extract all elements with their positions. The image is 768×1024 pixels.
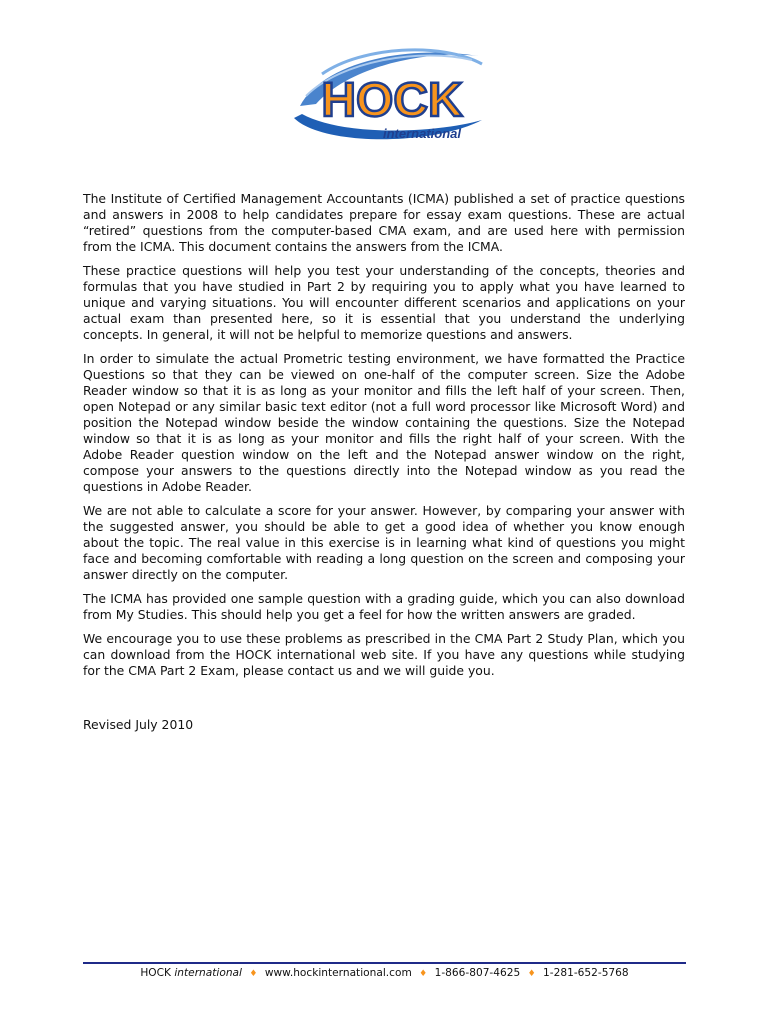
paragraph-environment: In order to simulate the actual Prometric testing environment, we have formatted the Practice Questions so that they can be viewed on one-half of the computer screen. Size the Adobe Reader window so that it is as long as your monitor and fills the left half of your screen. Then, open Notepad or any similar basic text editor (not a full word processor like Microsoft Word) and position the Notepad window beside the window containing the questions. Size the Notepad window so that it is as long as your monitor and fills the right half of your screen. With the Adobe Reader question window on the left and the Notepad answer window on the right, compose your answers to the questions directly into the Notepad window as you read the questions in Adobe Reader.	[83, 351, 685, 494]
footer-separator-icon: ♦	[527, 969, 536, 979]
footer-divider	[83, 962, 686, 964]
footer-company-italic: international	[174, 967, 242, 979]
footer-phone-2: 1-281-652-5768	[543, 967, 629, 979]
revised-date: Revised July 2010	[83, 717, 194, 732]
paragraph-study-plan: We encourage you to use these problems as prescribed in the CMA Part 2 Study Plan, which you can download from the HOCK international web site. If you have any questions while studying for the CMA Part 2 Exam, please contact us and we will guide you.	[83, 631, 685, 678]
document-body	[83, 191, 685, 687]
paragraph-grading-guide: The ICMA has provided one sample question with a grading guide, which you can also download from My Studies. This should help you get a feel for how the written answers are graded.	[83, 591, 685, 622]
paragraph-purpose: These practice questions will help you test your understanding of the concepts, theories and formulas that you have studied in Part 2 by requiring you to apply what you have learned to unique and varying situations. You will encounter different scenarios and applications on your actual exam than presented here, so it is essential that you understand the underlying concepts. In general, it will not be helpful to memorize questions and answers.	[83, 263, 685, 342]
hock-logo	[282, 34, 490, 150]
footer-company: HOCK	[140, 967, 171, 979]
footer-separator-icon: ♦	[419, 969, 428, 979]
paragraph-intro: The Institute of Certified Management Accountants (ICMA) published a set of practice questions and answers in 2008 to help candidates prepare for essay exam questions. These are actual “retired” questions from the computer-based CMA exam, and are used here with permission from the ICMA. This document contains the answers from the ICMA.	[83, 191, 685, 254]
footer-phone-1: 1-866-807-4625	[434, 967, 521, 979]
page-footer	[83, 966, 686, 981]
paragraph-scoring: We are not able to calculate a score for your answer. However, by comparing your answer with the suggested answer, you should be able to get a good idea of whether you know enough about the topic. The real value in this exercise is in learning what kind of questions you might face and becoming comfortable with reading a long question on the screen and composing your answer directly on the computer.	[83, 503, 685, 582]
logo-subtitle: international	[382, 126, 462, 141]
logo-wordmark: HOCK	[321, 74, 463, 127]
footer-website[interactable]: www.hockinternational.com	[264, 967, 412, 979]
footer-separator-icon: ♦	[249, 969, 258, 979]
hock-logo-graphic	[282, 34, 490, 150]
